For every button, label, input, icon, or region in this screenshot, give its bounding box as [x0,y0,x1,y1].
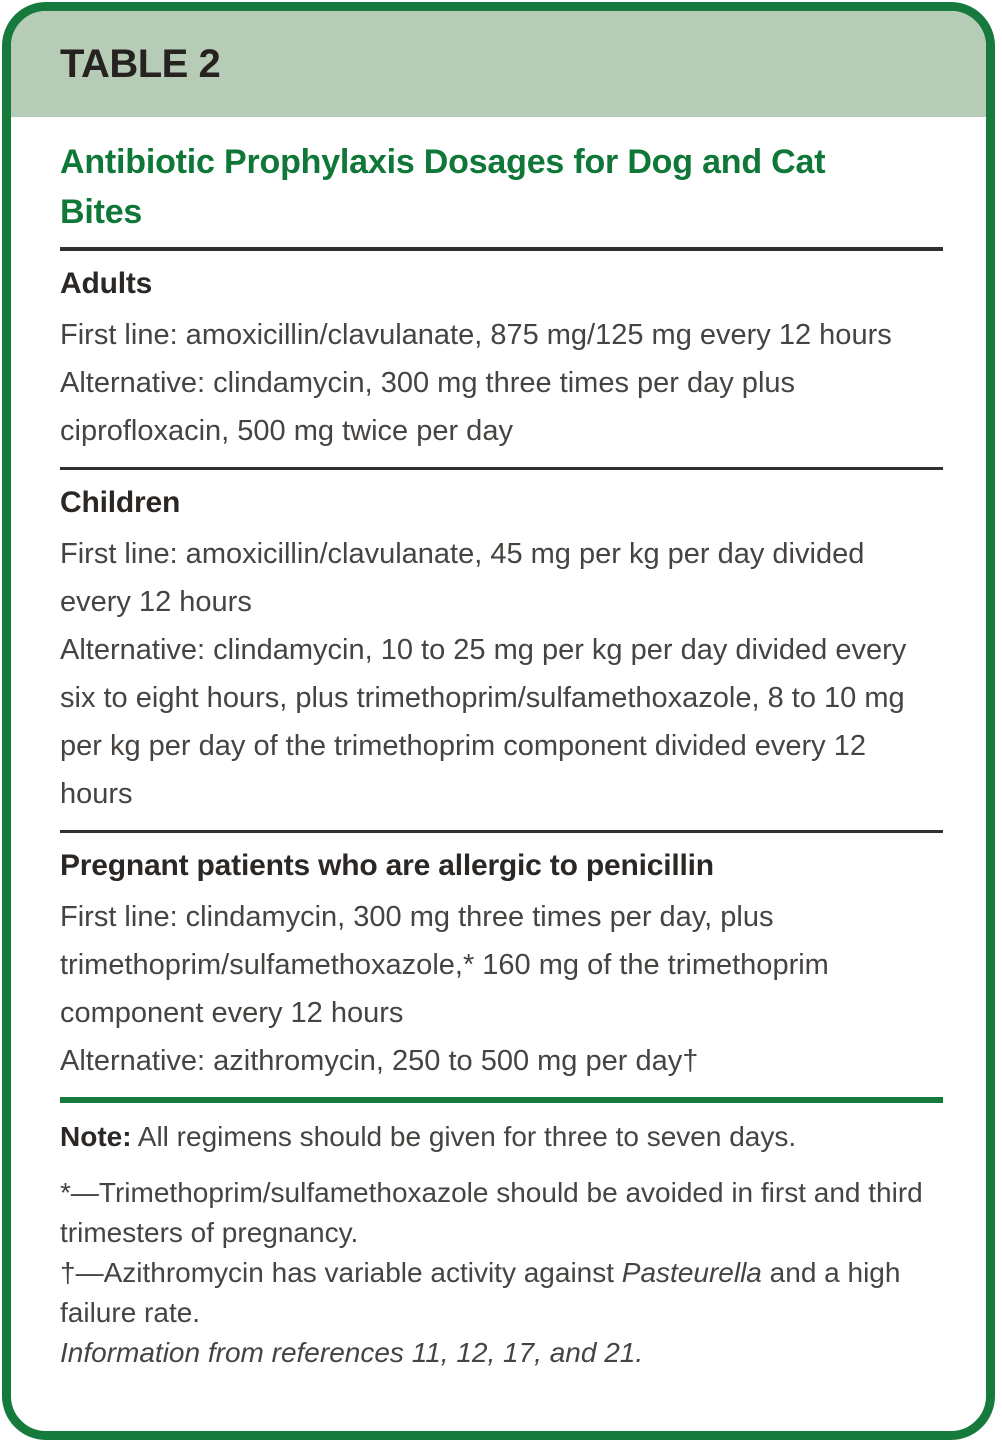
section-adults [60,267,943,455]
pregnant-alternative-paragraph: Alternative: azithromycin, 250 to 500 mg per day† [60,1045,699,1077]
source-attribution: Information from references 11, 12, 17, and 21. [60,1337,644,1368]
pregnant-first-line-paragraph: First line: clindamycin, 300 mg three times per day, plus trimethoprim/sulfamethoxazole,* 160 mg of the trimethoprim component every 12 hours [60,901,829,1029]
section-children [60,486,943,818]
footnote-text: Trimethoprim/sulfamethoxazole should be avoided in first and third trimesters of pregnancy. [60,1177,923,1248]
note-paragraph [60,1117,943,1157]
footer-divider [60,1097,943,1103]
title-divider [60,247,943,251]
section-pregnant-patients [60,849,943,1085]
footnote-text: Azithromycin has variable activity against [103,1257,622,1288]
footnote-dagger [60,1253,943,1333]
section-divider [60,830,943,833]
section-adults-heading: Adults [60,267,153,300]
footnote-marker: †— [60,1257,104,1288]
section-children-heading: Children [60,486,181,519]
footnote-text: and a high failure rate. [60,1257,901,1328]
section-divider [60,467,943,470]
table-label: TABLE 2 [60,41,221,86]
footnote-italic-term: Pasteurella [621,1257,762,1288]
footnote-marker: *— [60,1177,99,1208]
section-pregnant-heading: Pregnant patients who are allergic to penicillin [60,849,714,882]
table-title: Antibiotic Prophylaxis Dosages for Dog and Cat Bites [60,143,826,231]
note-label: Note: [60,1121,132,1152]
table-content [11,137,986,1373]
table-card [2,2,995,1440]
table-header-band [11,11,986,117]
children-first-line-paragraph: First line: amoxicillin/clavulanate, 45 mg per kg per day divided every 12 hours [60,538,865,618]
adults-alternative-paragraph: Alternative: clindamycin, 300 mg three times per day plus ciprofloxacin, 500 mg twice per day [60,367,796,447]
note-text: All regimens should be given for three to seven days. [137,1121,797,1152]
footnotes-block [60,1173,943,1373]
adults-first-line-paragraph: First line: amoxicillin/clavulanate, 875 mg/125 mg every 12 hours [60,319,892,351]
footnote-asterisk [60,1173,943,1253]
children-alternative-paragraph: Alternative: clindamycin, 10 to 25 mg per kg per day divided every six to eight hours, plus trimethoprim/sulfamethoxazole, 8 to 10 mg per kg per day of the trimethoprim component divided every 12 hours [60,634,907,810]
